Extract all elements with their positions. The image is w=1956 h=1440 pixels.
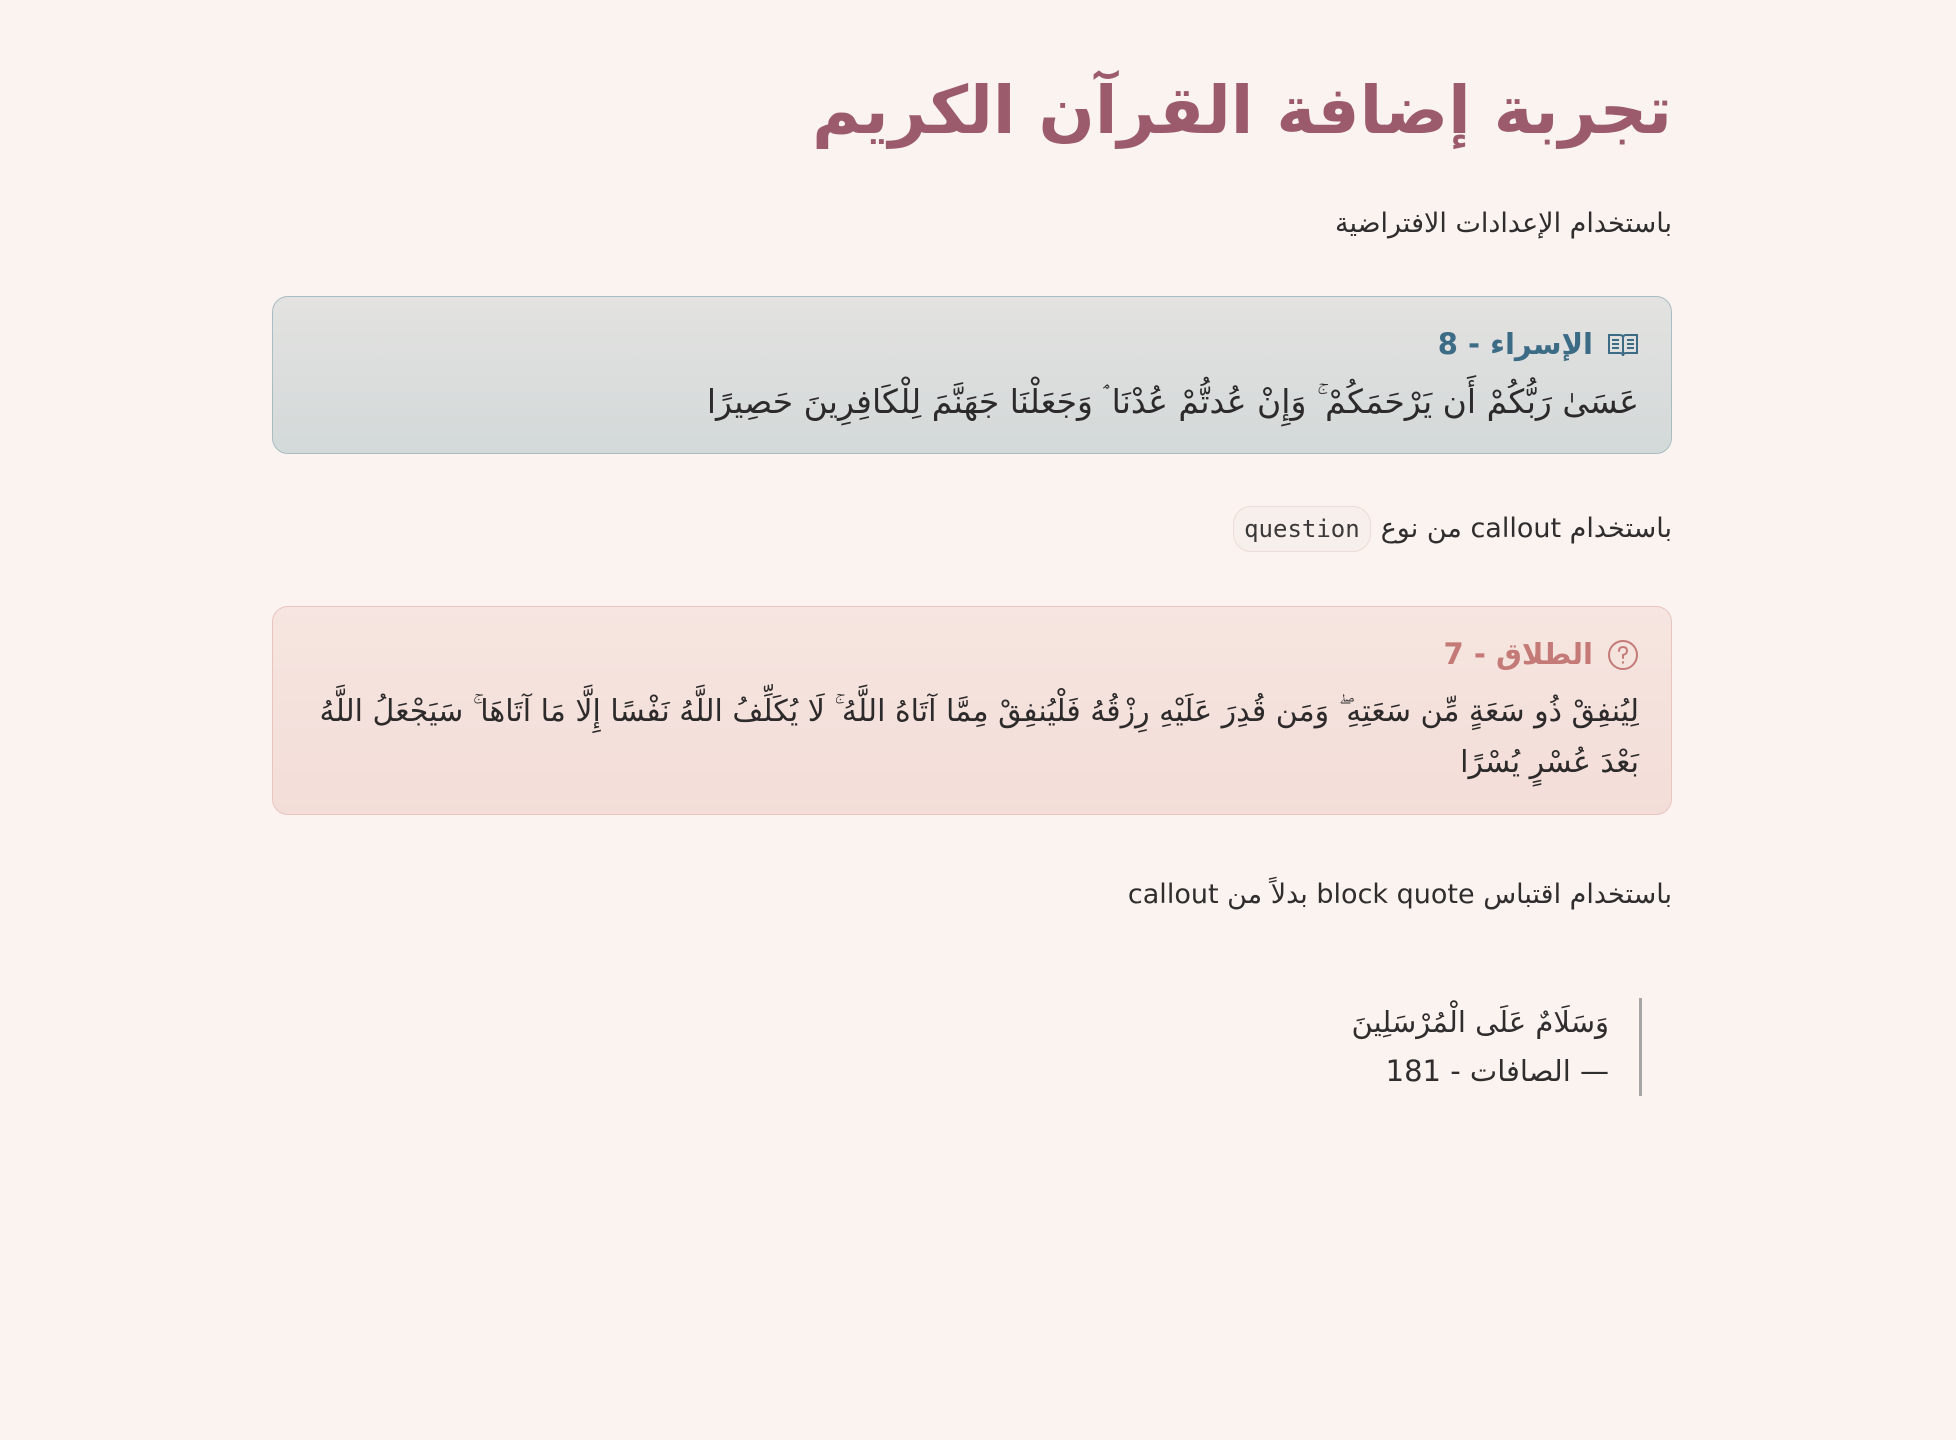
paragraph-text: باستخدام callout من نوع	[1380, 512, 1672, 544]
callout-header	[305, 637, 1639, 672]
question-callout-paragraph	[272, 506, 1672, 552]
quote-source: — الصافات - 181	[1385, 1053, 1609, 1088]
page-title: تجربة إضافة القرآن الكريم	[812, 72, 1672, 149]
verse-text: لِيُنفِقْ ذُو سَعَةٍ مِّن سَعَتِهِ ۖ وَمَن قُدِرَ عَلَيْهِ رِزْقُهُ فَلْيُنفِقْ مِمَّا آتَاهُ اللَّهُ ۚ لَا يُكَلِّفُ اللَّهُ نَفْسًا إِلَّا مَا آتَاهَا ۚ سَيَجْعَلُ اللَّهُ بَعْدَ عُسْرٍ يُسْرًا	[319, 694, 1639, 781]
quote-verse: وَسَلَامٌ عَلَى الْمُرْسَلِينَ	[1351, 1004, 1609, 1039]
inline-code: question	[1233, 506, 1371, 552]
block-quote	[272, 998, 1642, 1097]
quran-callout-isra	[272, 296, 1672, 454]
intro-paragraph: باستخدام الإعدادات الافتراضية	[1334, 207, 1672, 239]
open-book-icon	[1607, 332, 1639, 358]
verse-text: عَسَىٰ رَبُّكُمْ أَن يَرْحَمَكُمْ ۚ وَإِنْ عُدتُّمْ عُدْنَا ۘ وَجَعَلْنَا جَهَنَّمَ لِلْكَافِرِينَ حَصِيرًا	[706, 382, 1639, 422]
question-circle-icon	[1607, 639, 1639, 671]
quran-callout-talaq	[272, 606, 1672, 815]
callout-title: الإسراء - 8	[1437, 327, 1593, 362]
callout-title: الطلاق - 7	[1443, 637, 1593, 672]
callout-header	[305, 327, 1639, 362]
blockquote-paragraph: باستخدام اقتباس block quote بدلاً من callout	[1127, 879, 1672, 911]
document-page	[272, 0, 1672, 1096]
